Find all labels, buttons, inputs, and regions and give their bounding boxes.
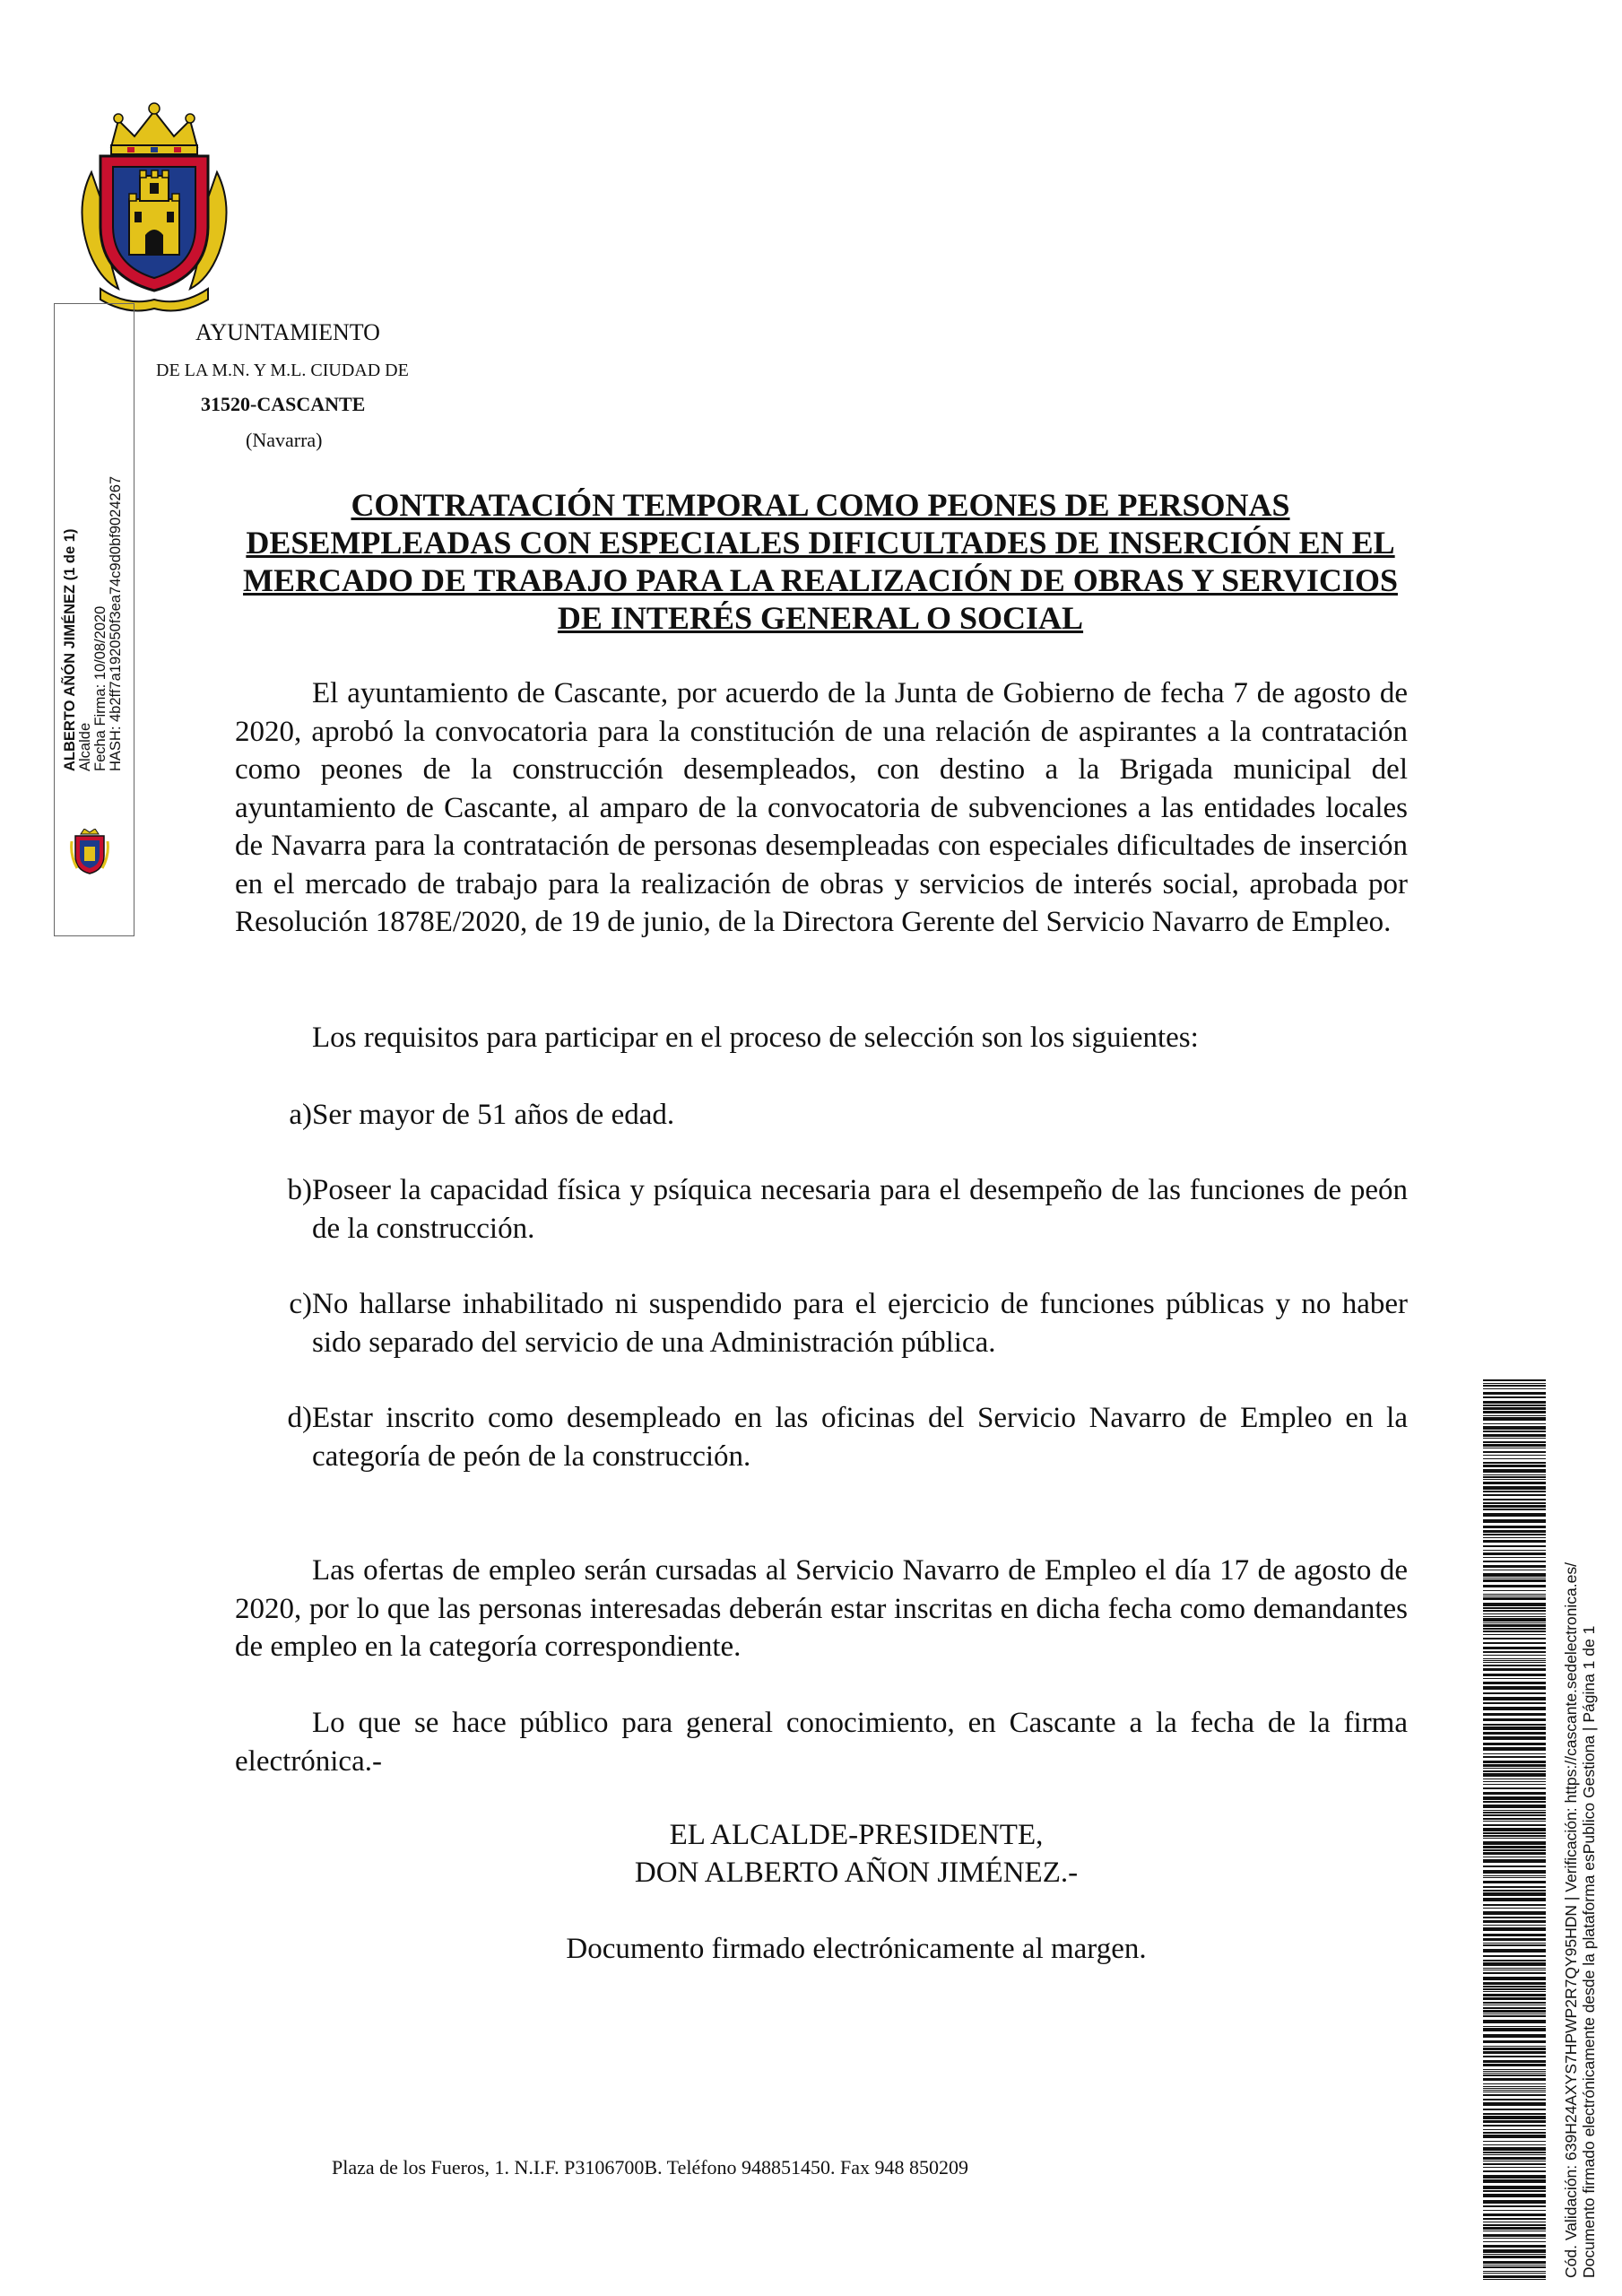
paragraph-1: El ayuntamiento de Cascante, por acuerdo de la Junta de Gobierno de fecha 7 de agosto de 2020, aprobó la convocatoria para la constitución de una relación de aspirantes a la contratación como peones de la construcción desempleados, con destino a la Brigada municipal del ayuntamiento de Cascante, al amparo de la convocatoria de subvenciones a las entidades locales de Navarra para la contratación de personas desempleadas con especiales dificultades de inserción en el mercado de trabajo para la realización de obras y servicios de interés social, aprobada por Resolución 1878E/2020, de 19 de junio, de la Directora Gerente del Servicio Navarro de Empleo. bbox=[235, 677, 1408, 938]
requirement-text: No hallarse inhabilitado ni suspendido para el ejercicio de funciones públicas y no haber sido separado del servicio de una Administración pública. bbox=[312, 1288, 1408, 1359]
validation-barcode bbox=[1483, 1379, 1546, 2280]
signature-margin-text bbox=[63, 305, 134, 771]
requirement-text: Poseer la capacidad física y psíquica necesaria para el desempeño de las funciones de peón de la construcción. bbox=[312, 1174, 1408, 1245]
paragraph-3: Las ofertas de empleo serán cursadas al Servicio Navarro de Empleo el día 17 de agosto de 2020, por lo que las personas interesadas deberán estar inscritas en dicha fecha como demandantes de empleo en la categoría correspondiente. bbox=[235, 1554, 1408, 1663]
footer-address: Plaza de los Fueros, 1. N.I.F. P3106700B. Teléfono 948851450. Fax 948 850209 bbox=[332, 2156, 969, 2179]
requirement-text: Ser mayor de 51 años de edad. bbox=[312, 1099, 675, 1131]
signer-role: Alcalde bbox=[77, 722, 93, 771]
requirement-label: a) bbox=[289, 1099, 312, 1131]
header-line-1: AYUNTAMIENTO bbox=[195, 319, 380, 345]
signer-name: ALBERTO AÑÓN JIMÉNEZ (1 de 1) bbox=[62, 528, 78, 771]
signature-date: Fecha Firma: 10/08/2020 bbox=[92, 605, 108, 771]
requirement-label: b) bbox=[287, 1174, 312, 1206]
header-line-2: DE LA M.N. Y M.L. CIUDAD DE bbox=[156, 361, 409, 380]
verification-platform-line: Documento firmado electrónicamente desde la plataforma esPublico Gestiona | Página 1 de 1 bbox=[1580, 1625, 1598, 2278]
requirement-label: d) bbox=[287, 1402, 312, 1434]
signature-title: EL ALCALDE-PRESIDENTE, bbox=[669, 1819, 1044, 1851]
verification-code-line: Cód. Validación: 639H24AXYS7HPWP2R7QY95HDN | Verificación: https://cascante.sedelectronica.es/ bbox=[1562, 1562, 1580, 2278]
requirement-label: c) bbox=[289, 1288, 312, 1320]
signature-name: DON ALBERTO AÑON JIMÉNEZ.- bbox=[634, 1857, 1079, 1889]
small-seal-icon bbox=[70, 829, 109, 875]
requirement-text: Estar inscrito como desempleado en las oficinas del Servicio Navarro de Empleo en la categoría de peón de la construcción. bbox=[312, 1402, 1408, 1473]
signature-note: Documento firmado electrónicamente al margen. bbox=[566, 1933, 1147, 1965]
document-title: CONTRATACIÓN TEMPORAL COMO PEONES DE PERSONAS DESEMPLEADAS CON ESPECIALES DIFICULTADES DE INSERCIÓN EN EL MERCADO DE TRABAJO PARA LA REALIZACIÓN DE OBRAS Y SERVICIOS DE INTERÉS GENERAL O SOCIAL bbox=[243, 487, 1398, 636]
signature-hash: HASH: 4b2ff7a192050f3ea74c9d0bf9024267 bbox=[108, 475, 124, 771]
header-line-3: 31520-CASCANTE bbox=[201, 393, 366, 415]
paragraph-2: Los requisitos para participar en el proceso de selección son los siguientes: bbox=[312, 1022, 1199, 1054]
paragraph-4: Lo que se hace público para general conocimiento, en Cascante a la fecha de la firma electrónica.- bbox=[235, 1707, 1408, 1778]
coat-of-arms-logo bbox=[65, 100, 244, 316]
verification-text bbox=[1562, 1381, 1598, 2278]
header-line-4: (Navarra) bbox=[246, 429, 323, 451]
